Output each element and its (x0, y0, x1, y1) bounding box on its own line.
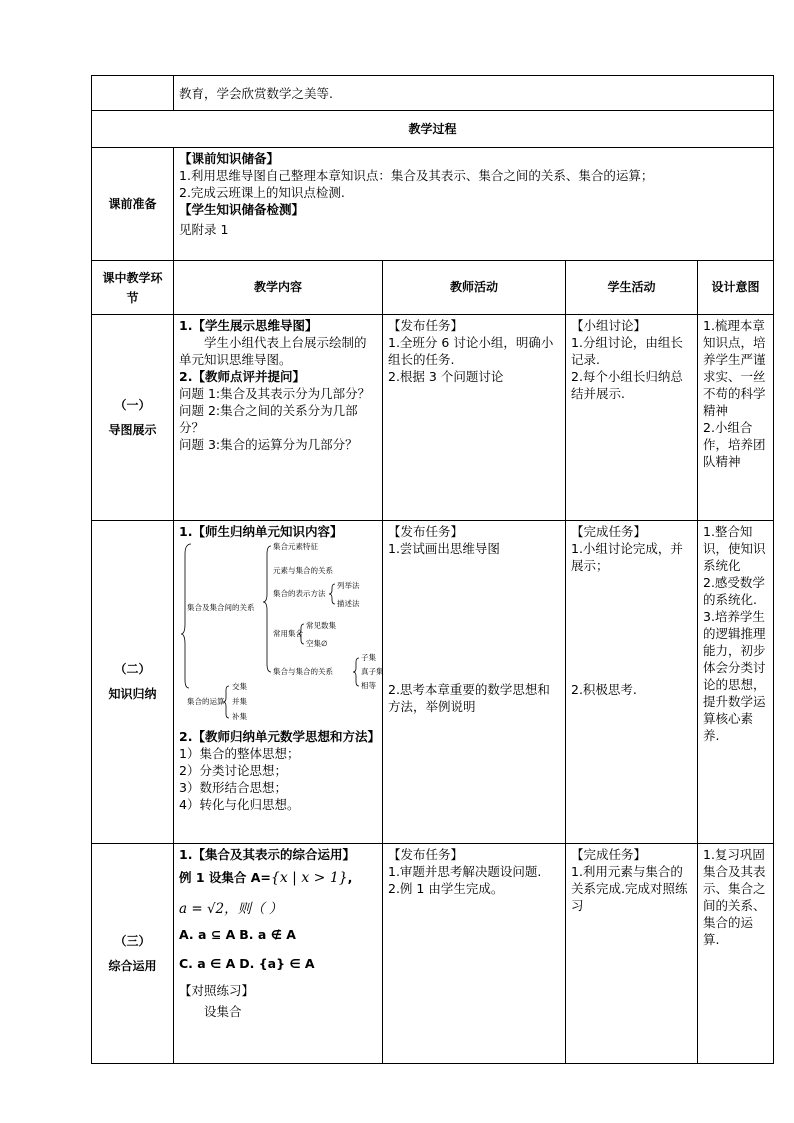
goal-tail-row (92, 76, 774, 111)
mindmap-operations: 集合的运算 (187, 697, 225, 706)
stage-2-heading-2: 2.【教师归纳单元数学思想和方法】 (179, 729, 380, 744)
stage-3-options-ab (179, 926, 377, 943)
process-title: 教学过程 (92, 111, 774, 148)
mindmap-branch-4a: 常见数集 (306, 621, 336, 630)
stage-3-student-heading: 【完成任务】 (571, 847, 647, 862)
mindmap-diagram (179, 540, 384, 724)
stage-3-heading-1: 1.【集合及其表示的综合运用】 (179, 847, 355, 862)
prep-heading-2: 【学生知识储备检测】 (179, 202, 305, 217)
stage-1-intent (698, 315, 774, 521)
stage-3-teacher-line-1: 1.审题并思考解决题设问题. (388, 864, 542, 879)
stage-2-teacher-line-1: 1.尝试画出思维导图 (388, 541, 500, 556)
mindmap-op-1: 交集 (232, 682, 247, 691)
stage-3-student (566, 844, 698, 1064)
stage-1-intent-line-1: 1.梳理本章知识点，培养学生严谨求实、一丝不苟的科学精神 (703, 318, 766, 418)
stage-3-num: （三） (114, 933, 151, 948)
mindmap-branch-3b: 描述法 (337, 599, 360, 608)
stage-3-options-cd (179, 955, 377, 972)
stage-1-heading-1: 1.【学生展示思维导图】 (179, 318, 318, 333)
stage-3-option-d: D. {a} ∈ A (239, 956, 315, 971)
stage-2-heading-1: 1.【师生归纳单元知识内容】 (179, 524, 343, 539)
stage-2-name: 知识归纳 (108, 687, 157, 701)
stage-1-teacher-heading: 【发布任务】 (388, 318, 464, 333)
goal-tail-text: 教育，学会欣赏数学之美等. (174, 76, 774, 111)
stage-1-student-heading: 【小组讨论】 (571, 318, 647, 333)
stage-2-teacher-heading: 【发布任务】 (388, 524, 464, 539)
stage-row-1 (92, 315, 774, 521)
mindmap-branch-5b: 真子集 (361, 667, 384, 676)
stage-3-label (92, 844, 174, 1064)
stage-3-example: 例 1 设集合 A={x | x > 1}, (179, 870, 353, 886)
stage-3-example-label: 例 1 设集合 A= (179, 870, 271, 885)
goal-tail-label-cell (92, 76, 174, 111)
mindmap-branch-5c: 相等 (361, 681, 376, 690)
mindmap-branch-3: 集合的表示方法 (273, 589, 326, 598)
mindmap-branch-4b: 空集∅ (306, 639, 328, 648)
mindmap-branch-2: 元素与集合的关系 (273, 566, 333, 575)
prep-line-1: 1.利用思维导图自己整理本章知识点：集合及其表示、集合之间的关系、集合的运算； (179, 168, 654, 183)
prep-label: 课前准备 (92, 148, 174, 261)
stage-1-student (566, 315, 698, 521)
stage-2-student-heading: 【完成任务】 (571, 524, 647, 539)
stage-1-intent-line-2: 2.小组合作，培养团队精神 (703, 420, 766, 469)
stage-row-3 (92, 844, 774, 1064)
stage-1-teacher-line-1: 1.全班分 6 讨论小组，明确小组长的任务. (388, 335, 554, 367)
process-title-row (92, 111, 774, 148)
stage-3-teacher (383, 844, 566, 1064)
mindmap-root: 集合及集合间的关系 (187, 603, 255, 612)
stage-1-heading-2: 2.【教师点评并提问】 (179, 369, 305, 384)
mindmap-branch-3a: 列举法 (337, 581, 360, 590)
mindmap-branch-5: 集合与集合的关系 (273, 667, 333, 676)
stage-3-option-a: A. a ⊆ A (179, 927, 236, 942)
stage-3-example-set: {x | x > 1} (270, 870, 348, 886)
stage-1-question-1: 问题 1:集合及其表示分为几部分？ (179, 386, 371, 401)
stage-2-student (566, 521, 698, 844)
prep-line-3: 见附录 1 (179, 222, 229, 237)
mindmap-branch-1: 集合元素特征 (273, 542, 318, 551)
stage-2-method-4: 4）转化与化归思想。 (179, 797, 300, 812)
stage-3-heading-2: 【对照练习】 (179, 983, 255, 998)
header-content: 教学内容 (174, 261, 383, 315)
lesson-plan-table (91, 75, 774, 1064)
stage-2-label (92, 521, 174, 844)
stage-3-intent (698, 844, 774, 1064)
stage-3-option-b: B. a ∉ A (239, 927, 296, 942)
stage-1-teacher-line-2: 2.根据 3 个问题讨论 (388, 369, 504, 384)
stage-3-intent-line-1: 1.复习巩固集合及其表示、集合之间的关系、集合的运算. (703, 847, 766, 947)
mindmap-branch-4: 常用集合 (273, 629, 303, 638)
stage-2-content (174, 521, 383, 844)
stage-2-student-line-1: 1.小组讨论完成，并展示； (571, 541, 683, 573)
header-student: 学生活动 (566, 261, 698, 315)
stage-3-option-c: C. a ∈ A (179, 956, 236, 971)
stage-2-num: （二） (114, 662, 151, 676)
header-teacher: 教师活动 (383, 261, 566, 315)
header-row (92, 261, 774, 315)
stage-3-content (174, 844, 383, 1064)
mindmap-branch-5a: 子集 (361, 653, 376, 662)
stage-1-num: （一） (114, 397, 151, 412)
stage-2-teacher-line-2: 2.思考本章重要的数学思想和方法，举例说明 (388, 682, 550, 714)
stage-3-example-a: a = √2，则（ ） (179, 901, 283, 917)
stage-3-name: 综合运用 (108, 958, 157, 973)
stage-2-student-line-2: 2.积极思考. (571, 682, 637, 697)
stage-3-para-1: 设集合 (204, 1004, 242, 1019)
stage-3-student-line-1: 1.利用元素与集合的关系完成.完成对照练习 (571, 864, 688, 913)
stage-1-label (92, 315, 174, 521)
stage-1-student-line-1: 1.分组讨论，由组长记录. (571, 335, 683, 367)
prep-heading-1: 【课前知识储备】 (179, 151, 280, 166)
stage-3-teacher-heading: 【发布任务】 (388, 847, 464, 862)
stage-2-intent-line-1: 1.整合知识，使知识系统化 (703, 524, 766, 573)
mindmap-op-2: 并集 (232, 697, 247, 706)
stage-2-intent-line-3: 3.培养学生的逻辑推理能力，初步体会分类讨论的思想，提升数学运算核心素养. (703, 609, 766, 743)
stage-2-intent-line-2: 2.感受数学的系统化. (703, 575, 765, 607)
header-intent: 设计意图 (698, 261, 774, 315)
stage-3-teacher-line-2: 2.例 1 由学生完成。 (388, 881, 504, 896)
stage-1-name: 导图展示 (108, 422, 157, 437)
stage-1-question-3: 问题 3:集合的运算分为几部分？ (179, 437, 358, 452)
stage-2-method-1: 1）集合的整体思想； (179, 746, 300, 761)
stage-1-student-line-2: 2.每个小组长归纳总结并展示. (571, 369, 683, 401)
stage-2-method-3: 3）数形结合思想； (179, 780, 287, 795)
header-stage: 课中教学环节 (92, 261, 174, 315)
stage-1-content (174, 315, 383, 521)
mindmap-op-3: 补集 (232, 712, 247, 721)
stage-1-teacher (383, 315, 566, 521)
stage-1-question-2: 问题 2:集合之间的关系分为几部分？ (179, 403, 358, 435)
stage-row-2 (92, 521, 774, 844)
stage-2-teacher (383, 521, 566, 844)
stage-2-method-2: 2）分类讨论思想； (179, 763, 287, 778)
prep-line-2: 2.完成云班课上的知识点检测. (179, 185, 345, 200)
stage-1-para-1: 学生小组代表上台展示绘制的单元知识思维导图。 (179, 335, 367, 367)
stage-2-intent (698, 521, 774, 844)
prep-row (92, 148, 774, 261)
prep-content (174, 148, 774, 261)
